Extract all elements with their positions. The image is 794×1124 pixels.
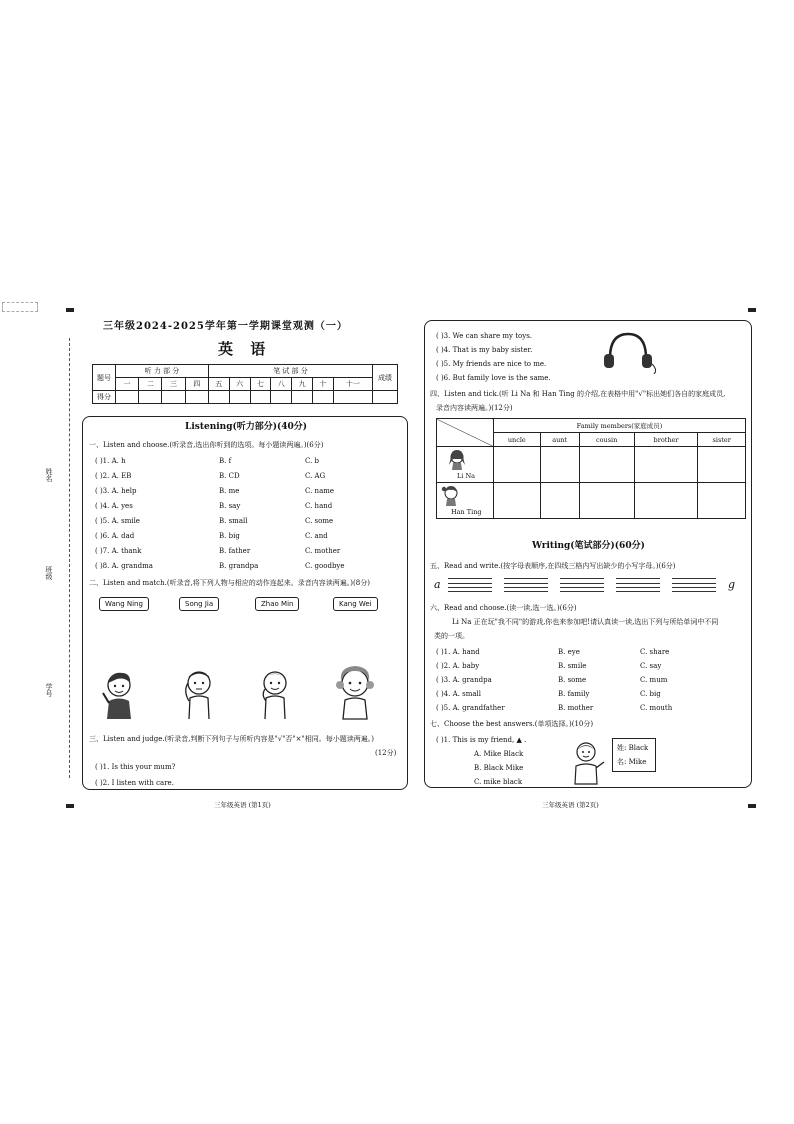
score-cell[interactable]	[162, 391, 185, 404]
row-li-na	[437, 447, 494, 483]
writing-lines[interactable]	[504, 578, 548, 592]
section-3-points: (12分)	[375, 749, 397, 757]
s6-opt-c: C. mum	[640, 676, 668, 684]
s1-row[interactable]: ( )5. A. smile	[95, 517, 140, 525]
s1-opt-b: B. small	[219, 517, 248, 525]
s1-opt-c: C. name	[305, 487, 335, 495]
page-2	[422, 318, 754, 809]
registration-mark	[748, 804, 756, 808]
score-cell[interactable]	[229, 391, 250, 404]
s3-row[interactable]: ( )3. We can share my toys.	[436, 332, 533, 340]
footer-page-2: 三年级英语 (第2页)	[542, 801, 599, 809]
writing-lines[interactable]	[560, 578, 604, 592]
s6-opt-b: B. smile	[558, 662, 587, 670]
s7-option[interactable]: B. Black Mike	[474, 764, 524, 772]
section-6-intro-cont: 类的一项。	[434, 632, 469, 640]
scan-mark	[2, 302, 38, 312]
score-cell[interactable]	[208, 391, 229, 404]
score-row-label: 得分	[93, 391, 116, 404]
footer-page-1: 三年级英语 (第1页)	[214, 801, 271, 809]
tick-cell[interactable]	[579, 483, 634, 519]
s1-row[interactable]: ( )7. A. thank	[95, 547, 142, 555]
sidebar-name-label: 姓名	[45, 468, 53, 482]
s1-row[interactable]: ( )4. A. yes	[95, 502, 133, 510]
registration-mark	[748, 308, 756, 312]
s7-option[interactable]: C. mike black	[474, 778, 523, 786]
row-han-ting	[437, 483, 494, 519]
score-num: 四	[185, 378, 208, 391]
exam-sheet	[45, 308, 756, 809]
exam-title: 三年级2024-2025学年第一学期课堂观测（一）	[103, 321, 348, 332]
row-label: Li Na	[457, 472, 476, 480]
listening-heading: Listening(听力部分)(40分)	[185, 422, 308, 432]
s1-opt-c: C. AG	[305, 472, 326, 480]
s1-row[interactable]: ( )2. A. EB	[95, 472, 132, 480]
tick-cell[interactable]	[579, 447, 634, 483]
score-table	[92, 364, 398, 404]
writing-heading: Writing(笔试部分)(60分)	[532, 541, 645, 551]
registration-mark	[66, 804, 74, 808]
s6-row[interactable]: ( )1. A. hand	[436, 648, 480, 656]
registration-mark	[66, 308, 74, 312]
s1-row[interactable]: ( )8. A. grandma	[95, 562, 153, 570]
s6-opt-b: B. some	[558, 676, 587, 684]
score-num: 七	[250, 378, 271, 391]
name-box-kang-wei[interactable]: Kang Wei	[333, 597, 378, 611]
s1-row[interactable]: ( )3. A. help	[95, 487, 137, 495]
girl-li-na-icon	[447, 449, 467, 471]
section-4-title-cont: 录音内容读两遍。)(12分)	[436, 404, 513, 412]
s1-opt-c: C. and	[305, 532, 328, 540]
s1-opt-b: B. big	[219, 532, 240, 540]
s1-row[interactable]: ( )1. A. h	[95, 457, 126, 465]
sidebar-class-label: 班级	[45, 566, 53, 580]
score-cell[interactable]	[116, 391, 139, 404]
score-num: 五	[208, 378, 229, 391]
boy-introducing-illustration	[566, 740, 606, 786]
score-row-label: 题号	[93, 365, 116, 391]
s1-opt-c: C. b	[305, 457, 320, 465]
score-num: 八	[271, 378, 292, 391]
s6-row[interactable]: ( )3. A. grandpa	[436, 676, 492, 684]
s1-opt-b: B. f	[219, 457, 232, 465]
row-label: Han Ting	[451, 508, 482, 516]
writing-lines[interactable]	[616, 578, 660, 592]
score-num: 十一	[333, 378, 372, 391]
writing-lines[interactable]	[448, 578, 492, 592]
score-cell[interactable]	[313, 391, 334, 404]
col-sister: sister	[698, 433, 746, 447]
sidebar-id-label: 学号	[45, 683, 53, 697]
s1-opt-c: C. hand	[305, 502, 333, 510]
kid-hand-on-ear-illustration	[177, 665, 221, 721]
subject-title: 英 语	[218, 340, 272, 358]
s6-opt-c: C. big	[640, 690, 661, 698]
binding-line	[69, 338, 70, 778]
headphones-icon	[598, 330, 658, 374]
score-num: 一	[116, 378, 139, 391]
s7-option[interactable]: A. Mike Black	[474, 750, 524, 758]
s6-opt-c: C. say	[640, 662, 662, 670]
name-box-wang-ning[interactable]: Wang Ning	[99, 597, 149, 611]
s1-opt-b: B. CD	[219, 472, 240, 480]
tick-cell[interactable]	[494, 483, 541, 519]
writing-part-label: 笔 试 部 分	[208, 365, 372, 378]
s6-row[interactable]: ( )4. A. small	[436, 690, 481, 698]
tick-cell[interactable]	[698, 447, 746, 483]
letter-start: a	[434, 578, 441, 591]
diagonal-header-cell	[437, 419, 494, 447]
tick-cell[interactable]	[540, 483, 579, 519]
listening-part-label: 听 力 部 分	[116, 365, 209, 378]
s1-opt-b: B. me	[219, 487, 240, 495]
listening-panel	[82, 416, 408, 790]
girl-han-ting-icon	[441, 485, 461, 507]
s3-row[interactable]: ( )2. I listen with care.	[95, 779, 174, 787]
col-uncle: uncle	[494, 433, 541, 447]
s7-question[interactable]: ( )1. This is my friend, ▲ .	[436, 736, 527, 744]
tick-cell[interactable]	[698, 483, 746, 519]
s6-opt-b: B. family	[558, 690, 590, 698]
score-num: 九	[292, 378, 313, 391]
tick-cell[interactable]	[494, 447, 541, 483]
s6-opt-c: C. mouth	[640, 704, 673, 712]
total-label: 成绩	[373, 365, 398, 391]
s3-row[interactable]: ( )6. But family love is the same.	[436, 374, 551, 382]
kid-pointing-eyes-illustration	[97, 669, 141, 721]
score-num: 六	[229, 378, 250, 391]
name-box-song-jia[interactable]: Song Jia	[179, 597, 219, 611]
score-cell[interactable]	[139, 391, 162, 404]
s1-opt-b: B. grandpa	[219, 562, 259, 570]
s6-row[interactable]: ( )2. A. baby	[436, 662, 480, 670]
name-card-surname: 姓: Black	[617, 744, 649, 752]
s3-row[interactable]: ( )4. That is my baby sister.	[436, 346, 533, 354]
section-2-title: 二、Listen and match.(听录音,将下列人物与相应的动作连起来。录音内容读两遍。)(8分)	[89, 579, 370, 587]
col-brother: brother	[634, 433, 698, 447]
s1-opt-c: C. some	[305, 517, 334, 525]
s1-row[interactable]: ( )6. A. dad	[95, 532, 135, 540]
page-1	[78, 318, 408, 809]
s6-opt-b: B. mother	[558, 704, 594, 712]
s1-opt-b: B. father	[219, 547, 251, 555]
section-6-title: 六、Read and choose.(读一读,选一选。)(6分)	[430, 604, 577, 612]
section-4-title: 四、Listen and tick.(听 Li Na 和 Han Ting 的介绍,在表格中用"√"标出她们各自的家庭成员,	[430, 390, 726, 398]
letter-end: g	[728, 578, 736, 591]
s1-opt-c: C. mother	[305, 547, 341, 555]
score-num: 十	[313, 378, 334, 391]
score-cell[interactable]	[271, 391, 292, 404]
family-members-table	[436, 418, 746, 519]
section-1-title: 一、Listen and choose.(听录音,选出你听到的选项。每小题读两遍。)(6分)	[89, 441, 324, 449]
kid-thinking-illustration	[253, 665, 297, 721]
writing-lines[interactable]	[672, 578, 716, 592]
tick-cell[interactable]	[634, 447, 698, 483]
score-cell[interactable]	[250, 391, 271, 404]
col-aunt: aunt	[540, 433, 579, 447]
col-cousin: cousin	[579, 433, 634, 447]
s3-row[interactable]: ( )1. Is this your mum?	[95, 763, 176, 771]
score-num: 二	[139, 378, 162, 391]
score-cell[interactable]	[292, 391, 313, 404]
s6-opt-b: B. eye	[558, 648, 580, 656]
tick-cell[interactable]	[540, 447, 579, 483]
score-num: 三	[162, 378, 185, 391]
score-cell[interactable]	[373, 391, 398, 404]
s6-opt-c: C. share	[640, 648, 670, 656]
family-members-header: Family members(家庭成员)	[494, 419, 746, 433]
s6-row[interactable]: ( )5. A. grandfather	[436, 704, 505, 712]
s1-opt-c: C. goodbye	[305, 562, 345, 570]
name-card-given: 名: Mike	[617, 758, 647, 766]
name-box-zhao-min[interactable]: Zhao Min	[255, 597, 299, 611]
s1-opt-b: B. say	[219, 502, 241, 510]
section-7-title: 七、Choose the best answers.(单项选择。)(10分)	[430, 720, 594, 728]
section-5-title: 五、Read and write.(按字母表顺序,在四线三格内写出缺少的小写字母。)(6分)	[430, 562, 676, 570]
name-card	[612, 738, 656, 772]
section-6-intro: Li Na 正在玩"我不同"的游戏,你也来参加吧!请认真读一读,选出下列与所给单词中不同	[452, 618, 719, 626]
s3-row[interactable]: ( )5. My friends are nice to me.	[436, 360, 547, 368]
score-cell[interactable]	[185, 391, 208, 404]
tick-cell[interactable]	[634, 483, 698, 519]
section-3-title: 三、Listen and judge.(听录音,判断下列句子与所听内容是"√"否"×"相同。每小题读两遍。)	[89, 735, 374, 743]
girl-smiling-illustration	[331, 661, 379, 721]
score-cell[interactable]	[333, 391, 372, 404]
